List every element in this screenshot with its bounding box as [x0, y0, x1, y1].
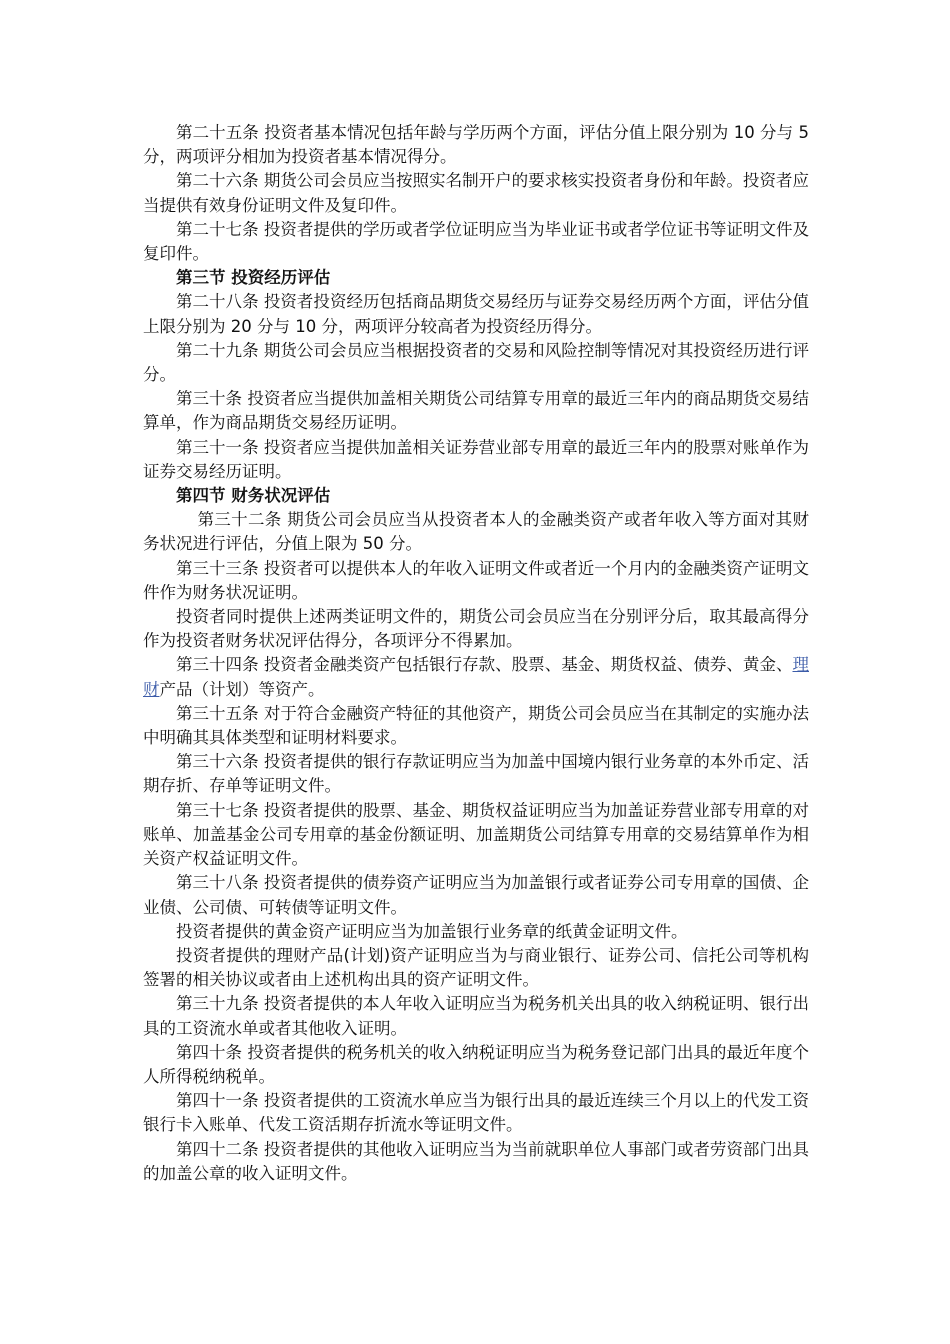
document-body: [143, 121, 809, 1186]
article-34-text-end: 产品（计划）等资产。: [159, 679, 325, 699]
article-34-text-start: 第三十四条 投资者金融类资产包括银行存款、股票、基金、期货权益、债券、黄金、: [176, 655, 793, 675]
article-26: 第二十六条 期货公司会员应当按照实名制开户的要求核实投资者身份和年龄。投资者应当提供有效身份证明文件及复印件。: [143, 171, 809, 215]
article-27: 第二十七条 投资者提供的学历或者学位证明应当为毕业证书或者学位证书等证明文件及复印件。: [143, 219, 809, 264]
article-34: [143, 653, 809, 701]
article-31: 第三十一条 投资者应当提供加盖相关证券营业部专用章的最近三年内的股票对账单作为证券交易经历证明。: [143, 437, 809, 481]
article-29: 第二十九条 期货公司会员应当根据投资者的交易和风险控制等情况对其投资经历进行评分。: [143, 340, 809, 385]
article-38-gold: 投资者提供的黄金资产证明应当为加盖银行业务章的纸黄金证明文件。: [176, 921, 688, 941]
article-30: 第三十条 投资者应当提供加盖相关期货公司结算专用章的最近三年内的商品期货交易结算单，作为商品期货交易经历证明。: [143, 389, 809, 433]
article-37: 第三十七条 投资者提供的股票、基金、期货权益证明应当为加盖证券营业部专用章的对账单、加盖基金公司专用章的基金份额证明、加盖期货公司结算专用章的交易结算单作为相关资产权益证明文件。: [143, 800, 809, 869]
article-33: 第三十三条 投资者可以提供本人的年收入证明文件或者近一个月内的金融类资产证明文件作为财务状况证明。: [143, 558, 809, 602]
article-33-supplement: 投资者同时提供上述两类证明文件的，期货公司会员应当在分别评分后，取其最高得分作为投资者财务状况评估得分，各项评分不得累加。: [143, 607, 809, 651]
article-36: 第三十六条 投资者提供的银行存款证明应当为加盖中国境内银行业务章的本外币定、活期存折、存单等证明文件。: [143, 752, 809, 796]
section-3-heading: 第三节 投资经历评估: [176, 268, 331, 288]
article-40: 第四十条 投资者提供的税务机关的收入纳税证明应当为税务登记部门出具的最近年度个人所得税纳税单。: [143, 1042, 809, 1086]
article-41: 第四十一条 投资者提供的工资流水单应当为银行出具的最近连续三个月以上的代发工资银行卡入账单、代发工资活期存折流水等证明文件。: [143, 1091, 809, 1135]
article-38: 第三十八条 投资者提供的债券资产证明应当为加盖银行或者证券公司专用章的国债、企业债、公司债、可转债等证明文件。: [143, 873, 809, 917]
section-4-heading: 第四节 财务状况评估: [176, 486, 331, 506]
article-35: 第三十五条 对于符合金融资产特征的其他资产，期货公司会员应当在其制定的实施办法中明确其具体类型和证明材料要求。: [143, 703, 809, 748]
article-28: 第二十八条 投资者投资经历包括商品期货交易经历与证券交易经历两个方面，评估分值上限分别为 20 分与 10 分，两项评分较高者为投资经历得分。: [143, 292, 809, 336]
article-39: 第三十九条 投资者提供的本人年收入证明应当为税务机关出具的收入纳税证明、银行出具的工资流水单或者其他收入证明。: [143, 994, 809, 1038]
article-25: 第二十五条 投资者基本情况包括年龄与学历两个方面，评估分值上限分别为 10 分与 5 分，两项评分相加为投资者基本情况得分。: [143, 123, 809, 167]
wealth-management-link[interactable]: 理财: [143, 655, 809, 699]
article-38-wealth-products: 投资者提供的理财产品(计划)资产证明应当为与商业银行、证券公司、信托公司等机构签署的相关协议或者由上述机构出具的资产证明文件。: [143, 945, 809, 990]
article-32: 第三十二条 期货公司会员应当从投资者本人的金融类资产或者年收入等方面对其财务状况进行评估，分值上限为 50 分。: [143, 510, 809, 554]
article-42: 第四十二条 投资者提供的其他收入证明应当为当前就职单位人事部门或者劳资部门出具的加盖公章的收入证明文件。: [143, 1139, 809, 1183]
